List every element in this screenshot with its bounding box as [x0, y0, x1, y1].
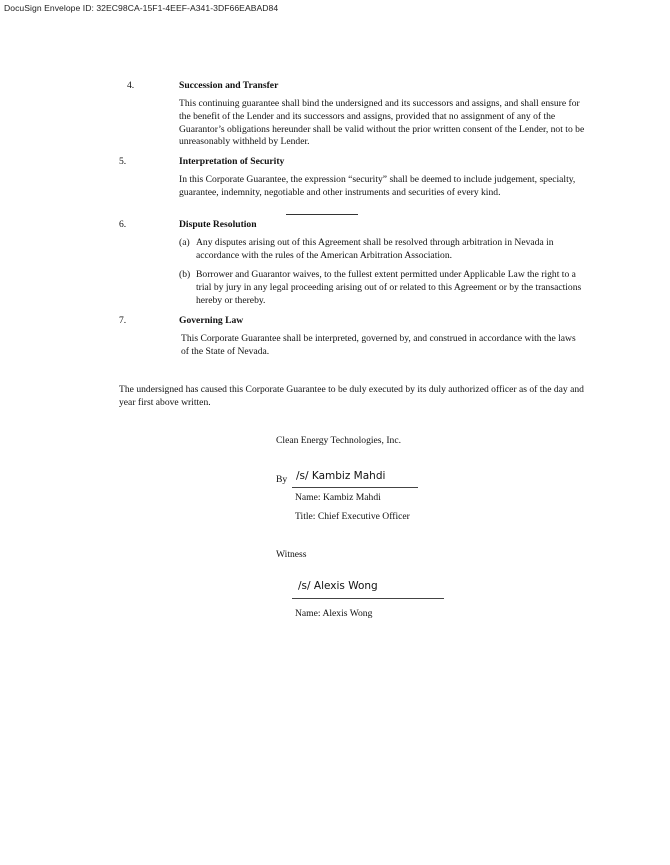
- section-7-title: Governing Law: [179, 315, 244, 326]
- section-7-text: This Corporate Guarantee shall be interpreted, governed by, and construed in accordance with the laws of the State of Nevada.: [181, 333, 576, 357]
- company-name: Clean Energy Technologies, Inc.: [276, 435, 401, 446]
- item-a-text: Any disputes arising out of this Agreement shall be resolved through arbitration in Nevada in accordance with the rules of the American Arbitration Association.: [196, 237, 554, 261]
- closing-statement: The undersigned has caused this Corporate Guarantee to be duly executed by its duly authorized officer as of the day and year first above written.: [119, 384, 584, 408]
- section-6-item-b: [179, 269, 593, 307]
- witness-label: Witness: [276, 549, 307, 560]
- item-b-text: Borrower and Guarantor waives, to the fullest extent permitted under Applicable Law the right to a trial by jury in any legal proceeding arising out of or related to this Agreement or by the transactions hereby or thereby.: [196, 269, 582, 306]
- item-b-label: (b): [179, 269, 191, 280]
- witness-signature: /s/ Alexis Wong: [298, 580, 378, 592]
- separator-rule: [286, 214, 358, 215]
- by-label: By: [276, 474, 288, 485]
- witness-signature-line: [292, 598, 444, 599]
- signature-line: [292, 487, 418, 488]
- section-4-text: This continuing guarantee shall bind the undersigned and its successors and assigns, and shall ensure for the benefit of the Lender and its successors and assigns, provided that no assignment of any of the Guarantor’s obligations hereunder shall be valid without the prior written consent of the Lender, not to be unreasonably withheld by Lender.: [179, 98, 585, 148]
- section-5-title: Interpretation of Security: [179, 156, 285, 167]
- witness-name: Name: Alexis Wong: [295, 608, 373, 619]
- docusign-envelope-id: DocuSign Envelope ID: 32EC98CA-15F1-4EEF-A341-3DF66EABAD84: [4, 3, 279, 13]
- section-4-number: 4.: [127, 80, 135, 91]
- section-7-number: 7.: [119, 315, 127, 326]
- section-6-number: 6.: [119, 219, 127, 230]
- section-6-title: Dispute Resolution: [179, 219, 257, 230]
- section-6-item-a: [179, 237, 593, 263]
- item-a-label: (a): [179, 237, 190, 248]
- signer-signature: /s/ Kambiz Mahdi: [296, 470, 386, 482]
- section-5-text: In this Corporate Guarantee, the expression “security” shall be deemed to include judgement, specialty, guarantee, indemnity, negotiable and other instruments and securities of every kind.: [179, 174, 576, 198]
- signer-name: Name: Kambiz Mahdi: [295, 492, 381, 503]
- section-5-number: 5.: [119, 156, 127, 167]
- section-4-title: Succession and Transfer: [179, 80, 279, 91]
- signer-title: Title: Chief Executive Officer: [295, 511, 410, 522]
